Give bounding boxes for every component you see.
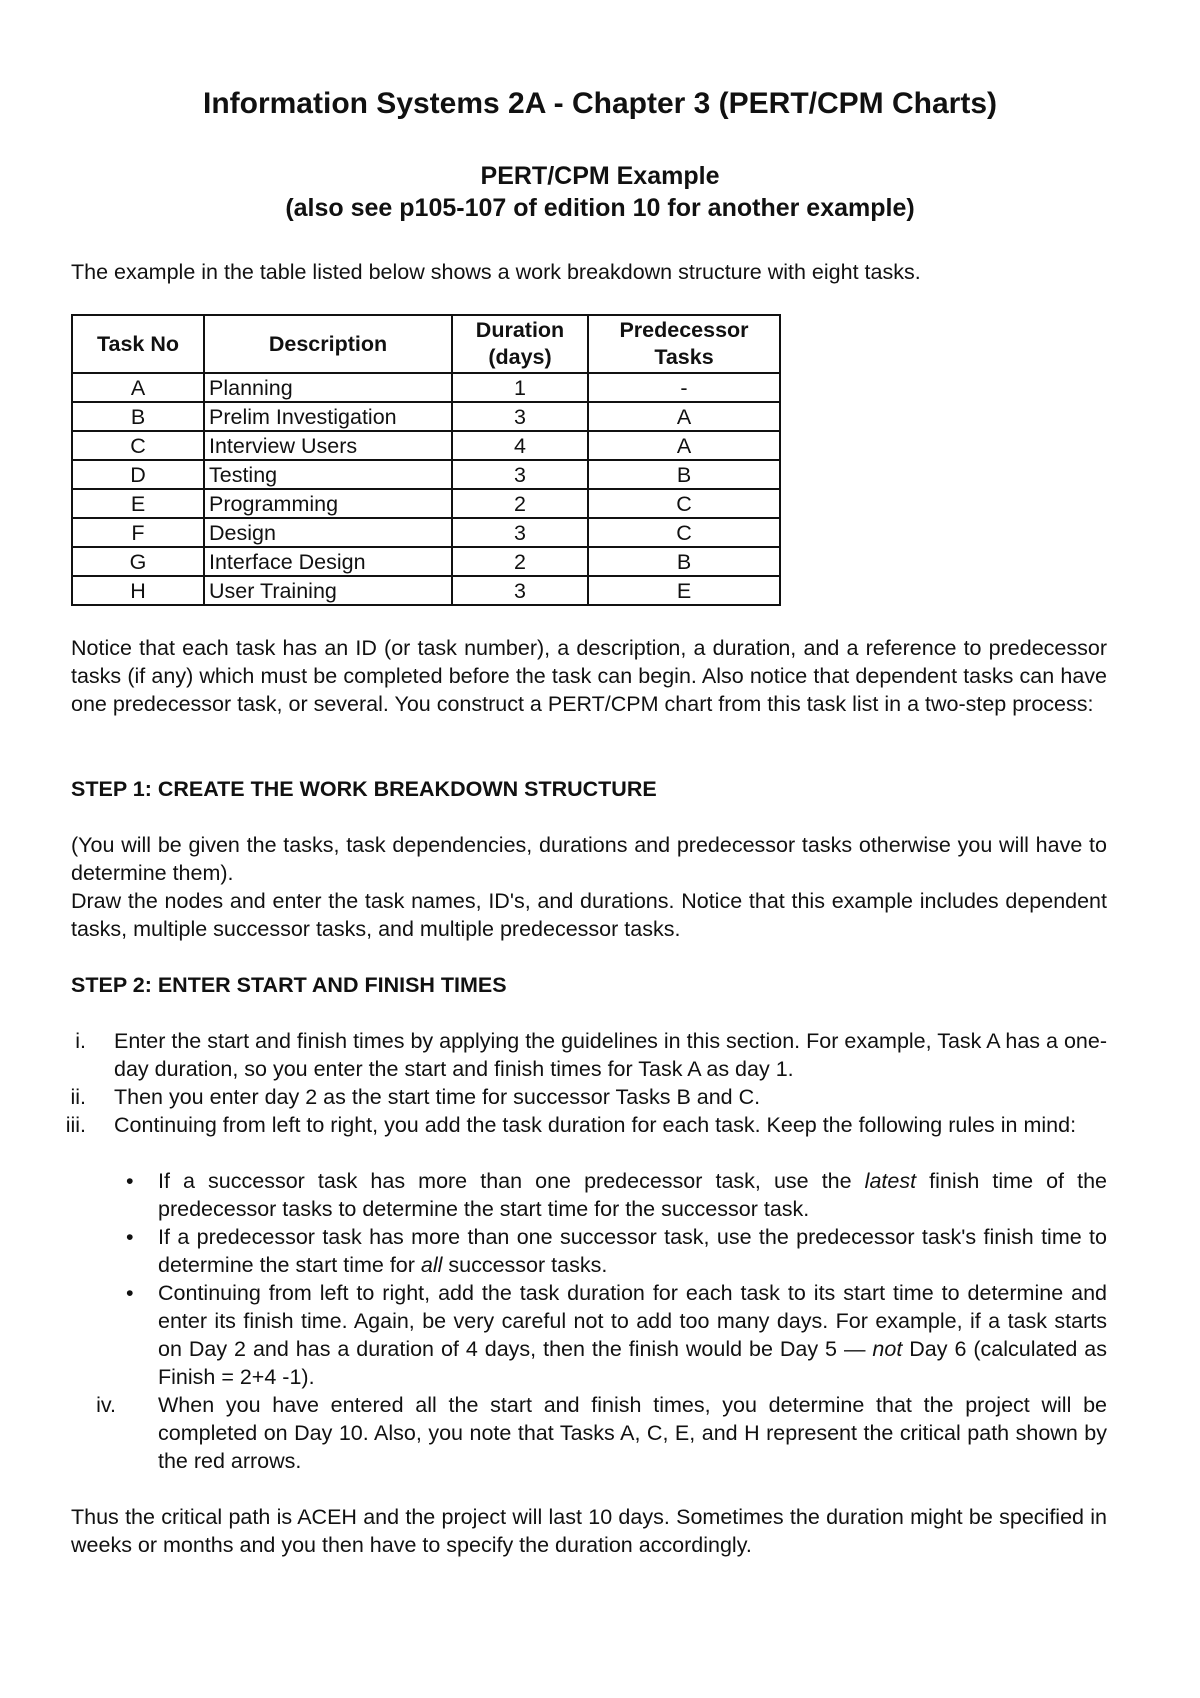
cell-predecessor: C (588, 518, 780, 547)
cell-predecessor: E (588, 576, 780, 605)
table-row (72, 489, 780, 518)
bullet-text-emphasis: latest (864, 1169, 917, 1193)
cell-description: User Training (204, 576, 452, 605)
table-row (72, 518, 780, 547)
bullet-icon: • (126, 1169, 134, 1193)
table-row (72, 373, 780, 402)
cell-duration: 3 (452, 576, 588, 605)
list-item-text: When you have entered all the start and finish times, you determine that the project will be completed on Day 10. Also, you note that Tasks A, C, E, and H represent the critical path shown by the red arrows. (158, 1393, 1107, 1473)
cell-task-no: A (72, 373, 204, 402)
bullet-text-part: Continuing from left to right, add the task duration for each task to its start time to determine and enter its finish time. Again, be very careful not to add too many days. For example, if a task starts on Day 2 and has a duration of 4 days, then the finish would be Day 5 — (158, 1281, 1107, 1361)
bullet-text (158, 1223, 1107, 1279)
cell-task-no: F (72, 518, 204, 547)
bullet-text-part: If a successor task has more than one predecessor task, use the (158, 1169, 865, 1193)
cell-description: Testing (204, 460, 452, 489)
page-subtitle (0, 160, 1200, 224)
cell-duration: 4 (452, 431, 588, 460)
cell-task-no: H (72, 576, 204, 605)
cell-predecessor: C (588, 489, 780, 518)
conclusion-paragraph: Thus the critical path is ACEH and the project will last 10 days. Sometimes the duration might be specified in weeks or months and you then have to specify the duration accordingly. (71, 1505, 1107, 1557)
task-table-header (72, 315, 780, 373)
step1-heading: STEP 1: CREATE THE WORK BREAKDOWN STRUCTURE (71, 777, 657, 801)
cell-description: Prelim Investigation (204, 402, 452, 431)
table-row (72, 402, 780, 431)
cell-duration: 1 (452, 373, 588, 402)
subtitle-line-1: PERT/CPM Example (480, 162, 720, 190)
cell-predecessor: A (588, 431, 780, 460)
header-predecessor (588, 315, 780, 373)
list-item-text: Enter the start and finish times by applying the guidelines in this section. For example, Task A has a one-day duration, so you enter the start and finish times for Task A as day 1. (114, 1029, 1107, 1081)
bullet-text-part: successor tasks. (442, 1253, 608, 1277)
header-duration (452, 315, 588, 373)
page-title: Information Systems 2A - Chapter 3 (PERT/CPM Charts) (202, 87, 998, 120)
step1-paragraph-1: (You will be given the tasks, task dependencies, durations and predecessor tasks otherwise you will have to determine them). (71, 833, 1107, 885)
list-marker: ii. (70, 1085, 86, 1109)
bullet-text (158, 1167, 1107, 1223)
list-item-text: Continuing from left to right, you add the task duration for each task. Keep the following rules in mind: (114, 1113, 1077, 1137)
cell-task-no: D (72, 460, 204, 489)
table-row (72, 431, 780, 460)
notice-paragraph: Notice that each task has an ID (or task number), a description, a duration, and a reference to predecessor tasks (if any) which must be completed before the task can begin. Also notice that dependent tasks can have one predecessor task, or several. You construct a PERT/CPM chart from this task list in a two-step process: (71, 636, 1107, 716)
step1-paragraph-2: Draw the nodes and enter the task names, ID's, and durations. Notice that this example includes dependent tasks, multiple successor tasks, and multiple predecessor tasks. (71, 889, 1107, 941)
cell-duration: 3 (452, 402, 588, 431)
bullet-text-emphasis: all (420, 1253, 443, 1277)
bullet-text-part: If a predecessor task has more than one successor task, use the predecessor task's finish time to determine the start time for (158, 1225, 1107, 1277)
task-table-body (72, 373, 780, 605)
cell-task-no: C (72, 431, 204, 460)
bullet-text-part: Day 6 (calculated as Finish = 2+4 -1). (158, 1337, 1107, 1389)
bullet-text (158, 1279, 1107, 1391)
cell-description: Interview Users (204, 431, 452, 460)
table-row (72, 576, 780, 605)
table-row (72, 547, 780, 576)
header-task-no: Task No (72, 315, 204, 373)
cell-task-no: E (72, 489, 204, 518)
cell-duration: 2 (452, 489, 588, 518)
cell-description: Programming (204, 489, 452, 518)
cell-task-no: B (72, 402, 204, 431)
cell-task-no: G (72, 547, 204, 576)
subtitle-line-2: (also see p105-107 of edition 10 for another example) (285, 194, 915, 222)
cell-predecessor: B (588, 547, 780, 576)
list-marker: iv. (96, 1393, 116, 1417)
bullet-icon: • (126, 1225, 134, 1249)
cell-duration: 3 (452, 518, 588, 547)
cell-description: Design (204, 518, 452, 547)
list-marker: i. (75, 1029, 86, 1053)
table-row (72, 460, 780, 489)
cell-description: Planning (204, 373, 452, 402)
header-duration-line-2: (days) (488, 345, 552, 369)
bullet-text-part: finish time of the predecessor tasks to determine the start time for the successor task. (158, 1169, 1107, 1221)
bullet-text-emphasis: not (872, 1337, 903, 1361)
header-duration-line-1: Duration (475, 318, 565, 342)
header-description: Description (204, 315, 452, 373)
cell-duration: 3 (452, 460, 588, 489)
cell-duration: 2 (452, 547, 588, 576)
bullet-icon: • (126, 1281, 134, 1305)
header-predecessor-line-1: Predecessor (619, 318, 749, 342)
task-table (71, 314, 781, 606)
cell-predecessor: B (588, 460, 780, 489)
cell-predecessor: - (588, 373, 780, 402)
step2-heading: STEP 2: ENTER START AND FINISH TIMES (71, 973, 507, 997)
header-predecessor-line-2: Tasks (654, 345, 714, 369)
cell-description: Interface Design (204, 547, 452, 576)
list-item-text: Then you enter day 2 as the start time for successor Tasks B and C. (114, 1085, 761, 1109)
intro-paragraph: The example in the table listed below shows a work breakdown structure with eight tasks. (71, 260, 921, 284)
cell-predecessor: A (588, 402, 780, 431)
list-marker: iii. (65, 1113, 86, 1137)
